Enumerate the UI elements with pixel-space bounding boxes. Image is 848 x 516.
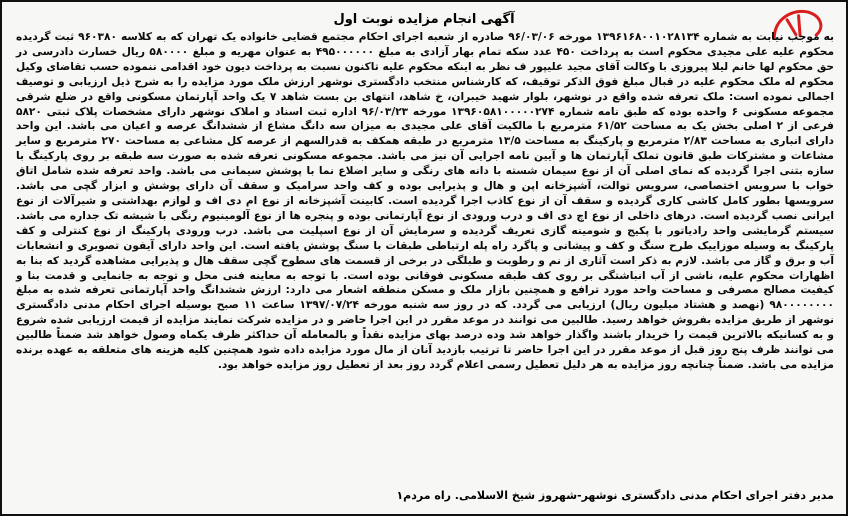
notice-body bbox=[16, 30, 834, 373]
notice-body-paragraph: به موجب نیابت به شماره ۱۳۹۶۱۶۸۰۰۱۰۲۸۱۳۴ مورخه ۹۶/۰۳/۰۶ صادره از شعبه اجرای احکام مجتمع قضایی خانواده یک تهران که به کلاسه ۹۶۰۳۸۰ ثبت گردیده محکوم علیه علی مجیدی محکوم است به پرداخت ۴۵۰ عدد سکه تمام بهار آزادی به مبلغ ۴۹۵۰۰۰۰۰۰ به عنوان مهریه و مبلغ ۵۸۰۰۰۰ ریال خسارت دادرسی در حق محکوم لها خانم لیلا پیروزی با وکالت آقای مجید علیپور ف نظر به اینکه محکوم علیه تاکنون نسبت به پرداخت دیون خود اقدامی ننموده حسب تقاضای وکیل محکوم له ملک محکوم علیه در قبال مبلغ فوق الذکر توقیف، که کارشناس منتخب دادگستری نوشهر ارزش ملک مورد مزایده را به شرح ذیل ارزیابی و توصیف اجمالی نموده است: ملک تعرفه شده واقع در نوشهر، بلوار شهید خیبران، خ شاهد، انتهای بن بست شاهد ۷ یک واحد آپارتمان مسکونی واقع در ضلع شرقی مجموعه مسکونی ۶ واحده بوده که طبق نامه شماره ۱۳۹۶۰۵۸۱۰۰۰۰۰۲۷۴ مورخه ۹۶/۰۳/۲۳ اداره ثبت اسناد و املاک نوشهر دارای مشخصات پلاک ثبتی ۵۸۲۰ فرعی از ۲ اصلی بخش یک به مساحت ۶۱/۵۲ مترمربع با مالکیت آقای علی مجیدی به میزان سه دانگ مشاع از ششدانگ عرصه و اعیان می باشد. این واحد دارای انباری به مساحت ۲/۸۳ مترمربع و پارکینگ به مساحت ۱۳/۵ مترمربع در طبقه همکف به قدرالسهم از عرصه کل مشاعی به مساحت ۲۷۰ مترمربع و سایر مشاعات و مشترکات طبق قانون تملک آپارتمان ها و آیین نامه اجرایی آن نیز می باشد. مجموعه مسکونی تعرفه شده به صورت سه طبقه بر روی پارکینگ با سازه بتنی اجرا گردیده که نمای اصلی آن از نوع سیمان شسته با دانه های رنگی و سایر اضلاع نما با پوشش سیمانی می باشد. واحد تعرفه شده شامل اتاق خواب با سرویس اختصاصی، سرویس توالت، آشپزخانه اپن و هال و پذیرایی بوده و کف واحد سرامیک و سقف آن دارای پوشش و ابزار گچی می باشد. سرویسها بطور کامل کاشی کاری گردیده و سقف آن از نوع کاذب اجرا گردیده است. کابینت آشپزخانه از نوع ام دی اف و لوازم بهداشتی و شیرآلات از نوع ایرانی نصب گردیده است. درهای داخلی از نوع اچ دی اف و درب ورودی از نوع آپارتمانی بوده و پنجره ها از نوع آلومینیوم رنگی با شیشه تک جداره می باشد. سیستم گرمایشی واحد رادیاتور با پکیج و شومینه گازی تعریف گردیده و سرمایش آن از نوع اسپلیت می باشد. درب ورودی پارکینگ از نوع کنترلی و کف پارکینگ به وسیله موزاییک طرح سنگ و کف و پیشانی و پاگرد راه پله ارتباطی طبقات با سنگ پوشش یافته است. این واحد دارای آیفون تصویری و انشعابات آب و برق و گاز می باشد. لازم به ذکر است آثاری از نم و رطوبت و طبلگی در برخی از قسمت های سطوح گچی سقف هال و پذیرایی مشاهده گردید که بنا به اظهارات محکوم علیه، ناشی از آب انباشتگی بر روی کف طبقه مسکونی فوقانی بوده است. با توجه به معاینه فنی محل و توجه به جانمایی و قدمت بنا و کیفیت مصالح مصرفی و مساحت واحد مورد ترافع و همچنین بازار ملک و مسکن منطقه اشعار می دارد: ارزش ششدانگ واحد آپارتمانی تعرفه شده به مبلغ ۹۸۰۰۰۰۰۰۰۰ (نهصد و هشتاد میلیون ریال) ارزیابی می گردد. که در روز سه شنبه مورخه ۱۳۹۷/۰۷/۲۴ ساعت ۱۱ صبح بوسیله اجرای احکام مدنی دادگستری نوشهر از طریق مزایده بفروش خواهد رسید. طالبین می توانند در موعد مقرر در این اجرا حاضر و در مزایده شرکت نمایند مزایده از قیمت ارزیابی شده شروع و به کسانیکه بالاترین قیمت را خریدار باشند واگذار خواهد شد وده درصد بهای مزایده نقداً و بالمعامله آن حداکثر ظرف یکماه وصول خواهد شد ضمناً طالبین می توانند ظرف پنج روز قبل از موعد مقرر در این اجرا حاضر تا ترتیب بازدید آنان از مال مورد مزایده داده شود همچنین کلیه هزینه های متعلقه به عهده برنده مزایده می باشد. ضمناً چنانچه روز مزایده به هر دلیل تعطیل رسمی اعلام گردد روز بعد از تعطیل روز مزایده خواهد بود. bbox=[16, 31, 835, 371]
notice-signature: مدیر دفتر اجرای احکام مدنی دادگستری نوشهر-شهروز شیخ الاسلامی. راه مردم۱ bbox=[396, 489, 834, 502]
notice-title: آگهی انجام مزایده نوبت اول bbox=[333, 12, 515, 27]
